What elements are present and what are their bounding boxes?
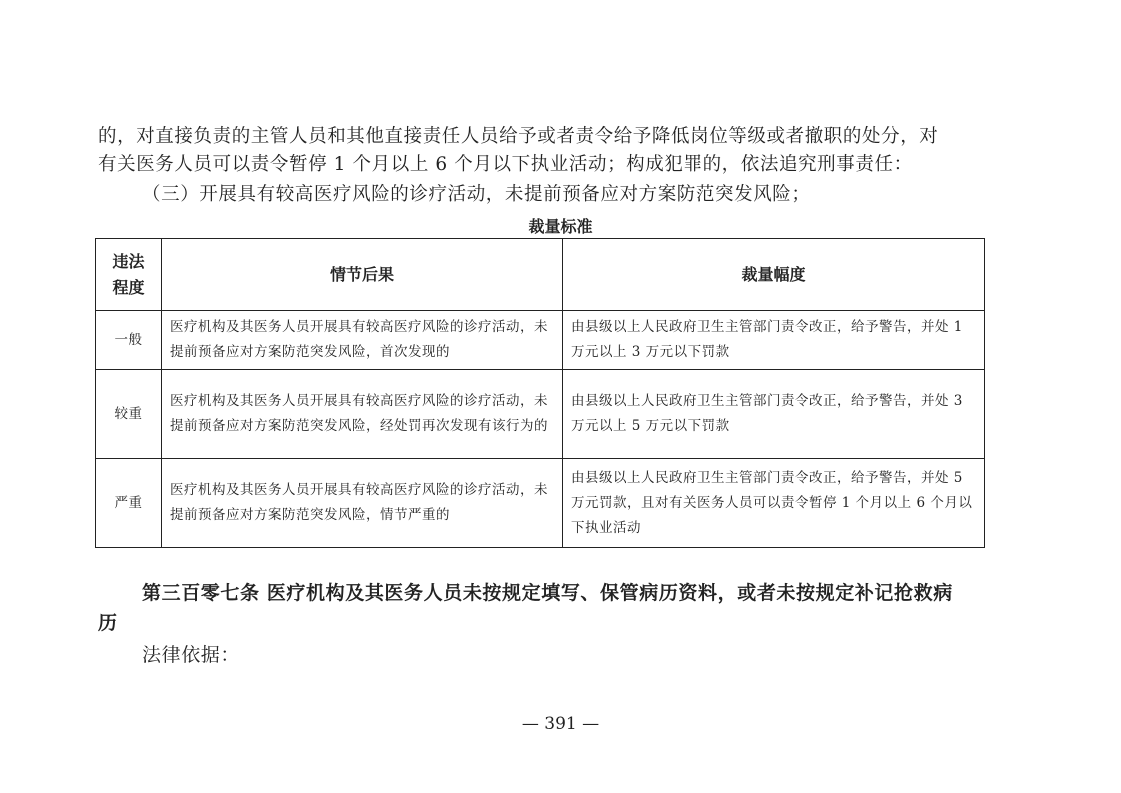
legal-basis-label: 法律依据： — [142, 644, 241, 666]
table-row — [96, 459, 985, 548]
table-header-row — [96, 239, 985, 311]
header-penalty: 裁量幅度 — [563, 239, 985, 311]
page-number: — 391 — — [521, 714, 600, 734]
degree-cell: 一般 — [96, 311, 162, 370]
penalty-cell: 由县级以上人民政府卫生主管部门责令改正，给予警告，并处 3 万元以上 5 万元以下罚款 — [563, 370, 985, 459]
header-degree-line-1: 违法 — [112, 251, 145, 271]
header-degree — [96, 239, 162, 311]
body-paragraph-line-2: 有关医务人员可以责令暂停 1 个月以上 6 个月以下执业活动；构成犯罪的，依法追究刑事责任： — [98, 154, 913, 175]
article-title-continuation: 历 — [98, 612, 118, 634]
header-circumstance: 情节后果 — [162, 239, 563, 311]
degree-cell: 较重 — [96, 370, 162, 459]
penalty-cell: 由县级以上人民政府卫生主管部门责令改正，给予警告，并处 5 万元罚款，且对有关医务人员可以责令暂停 1 个月以上 6 个月以下执业活动 — [563, 459, 985, 548]
table-caption: 裁量标准 — [528, 217, 593, 236]
header-degree-line-2: 程度 — [112, 277, 145, 297]
article-title: 第三百零七条 医疗机构及其医务人员未按规定填写、保管病历资料，或者未按规定补记抢救病 — [142, 582, 953, 604]
circumstance-cell: 医疗机构及其医务人员开展具有较高医疗风险的诊疗活动，未提前预备应对方案防范突发风险，经处罚再次发现有该行为的 — [162, 370, 563, 459]
table-row — [96, 370, 985, 459]
penalty-cell: 由县级以上人民政府卫生主管部门责令改正，给予警告，并处 1 万元以上 3 万元以下罚款 — [563, 311, 985, 370]
table-row — [96, 311, 985, 370]
body-paragraph-line-1: 的，对直接负责的主管人员和其他直接责任人员给予或者责令给予降低岗位等级或者撤职的处分，对 — [98, 126, 939, 147]
penalty-standard-table — [95, 238, 985, 548]
circumstance-cell: 医疗机构及其医务人员开展具有较高医疗风险的诊疗活动，未提前预备应对方案防范突发风险，首次发现的 — [162, 311, 563, 370]
circumstance-cell: 医疗机构及其医务人员开展具有较高医疗风险的诊疗活动，未提前预备应对方案防范突发风险，情节严重的 — [162, 459, 563, 548]
clause-three-line: （三）开展具有较高医疗风险的诊疗活动，未提前预备应对方案防范突发风险； — [142, 184, 811, 205]
degree-cell: 严重 — [96, 459, 162, 548]
